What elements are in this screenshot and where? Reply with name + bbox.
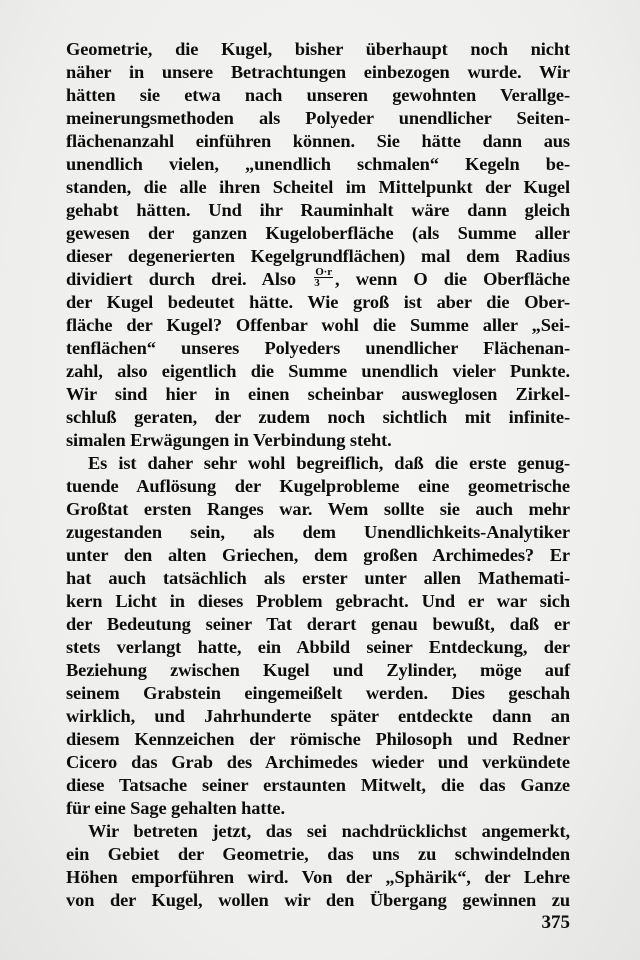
fraction-denominator: 3 — [314, 277, 320, 290]
text-line: stets verlangt hatte, ein Abbild seiner Entdeckung, der — [66, 637, 570, 657]
text-line: standen, die alle ihren Scheitel im Mittelpunkt der Kugel — [66, 177, 570, 197]
text-line: der Bedeutung seiner Tat derart genau bewußt, daß er — [66, 614, 570, 634]
text-line-with-formula — [66, 268, 570, 290]
text-line: Es ist daher sehr wohl begreiflich, daß die erste genug- — [88, 453, 570, 473]
fraction-formula — [314, 267, 333, 288]
text-line: tuende Auflösung der Kugelprobleme eine geometrische — [66, 476, 570, 496]
page-number: 375 — [541, 912, 570, 933]
text-line: Höhen emporführen wird. Von der „Sphärik“, der Lehre — [66, 867, 570, 887]
text-fragment: , wenn O die Oberfläche — [335, 269, 570, 289]
text-line: Beziehung zwischen Kugel und Zylinder, möge auf — [66, 660, 570, 680]
fraction-numerator: O·r — [315, 266, 333, 279]
text-line: zahl, also eigentlich die Summe unendlich vieler Punkte. — [66, 361, 570, 381]
text-line: ein Gebiet der Geometrie, das uns zu schwindelnden — [66, 844, 570, 864]
text-line: Großtat ersten Ranges war. Wem sollte sie auch mehr — [66, 499, 570, 519]
text-line: diese Tatsache seiner erstaunten Mitwelt, die das Ganze — [66, 775, 570, 795]
text-line: Geometrie, die Kugel, bisher überhaupt noch nicht — [66, 39, 570, 59]
text-line: wirklich, und Jahrhunderte später entdeckte dann an — [66, 706, 570, 726]
text-line: tenflächen“ unseres Polyeders unendlicher Flächenan- — [66, 338, 570, 358]
text-line: meinerungsmethoden als Polyeder unendlicher Seiten- — [66, 108, 570, 128]
text-line: Wir betreten jetzt, das sei nachdrücklichst angemerkt, — [88, 821, 570, 841]
text-line: seinem Grabstein eingemeißelt werden. Dies geschah — [66, 683, 570, 703]
text-fragment: dividiert durch drei. Also — [66, 269, 297, 289]
text-line: fläche der Kugel? Offenbar wohl die Summe aller „Sei- — [66, 315, 570, 335]
text-line: zugestanden sein, als dem Unendlichkeits-Analytiker — [66, 522, 570, 542]
text-line: kern Licht in dieses Problem gebracht. Und er war sich — [66, 591, 570, 611]
text-line: schluß geraten, der zudem noch sichtlich mit infinite- — [66, 407, 570, 427]
text-line: Wir sind hier in einen scheinbar ausweglosen Zirkel- — [66, 384, 570, 404]
text-line: von der Kugel, wollen wir den Übergang gewinnen zu — [66, 890, 570, 910]
text-line: für eine Sage gehalten hatte. — [66, 798, 285, 818]
text-line: unendlich vielen, „unendlich schmalen“ Kegeln be- — [66, 154, 570, 174]
text-line: Cicero das Grab des Archimedes wieder und verkündete — [66, 752, 570, 772]
text-line: simalen Erwägungen in Verbindung steht. — [66, 430, 392, 450]
text-line: dieser degenerierten Kegelgrundflächen) mal dem Radius — [66, 246, 570, 266]
text-line: näher in unsere Betrachtungen einbezogen wurde. Wir — [66, 62, 570, 82]
text-line: flächenanzahl einführen können. Sie hätte dann aus — [66, 131, 570, 151]
text-line: hat auch tatsächlich als erster unter allen Mathemati- — [66, 568, 570, 588]
text-line: gehabt hätten. Und ihr Rauminhalt wäre dann gleich — [66, 200, 570, 220]
text-line: der Kugel bedeutet hätte. Wie groß ist aber die Ober- — [66, 292, 570, 312]
text-line: diesem Kennzeichen der römische Philosoph und Redner — [66, 729, 570, 749]
text-line: unter den alten Griechen, dem großen Archimedes? Er — [66, 545, 570, 565]
text-line: gewesen der ganzen Kugeloberfläche (als Summe aller — [66, 223, 570, 243]
text-line: hätten sie etwa nach unseren gewohnten Verallge- — [66, 85, 570, 105]
